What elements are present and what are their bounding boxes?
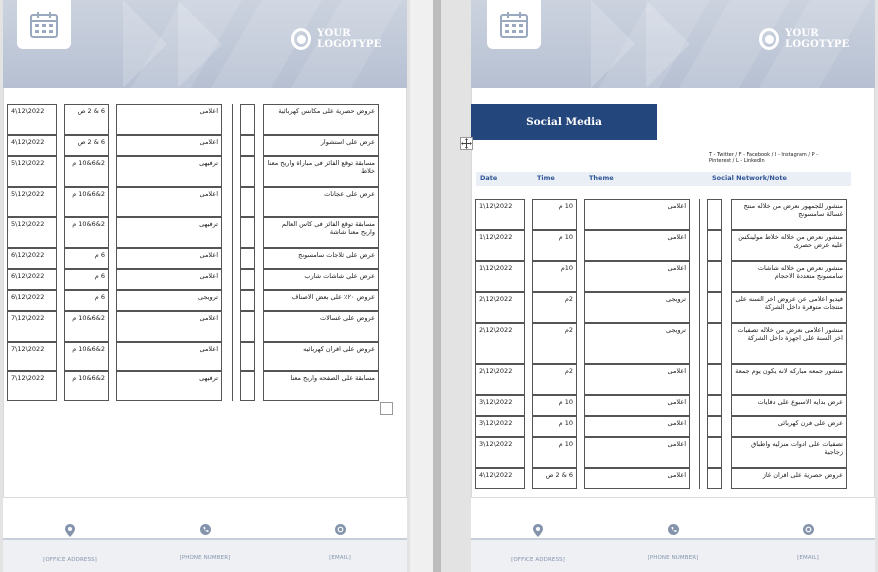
logotype	[759, 28, 875, 50]
cell-post[interactable]: عرض على فرن كهربائى	[731, 416, 847, 437]
cell-time[interactable]: 2م	[532, 292, 577, 323]
column-separator	[699, 199, 700, 489]
cell-time[interactable]: 6 م	[64, 269, 109, 290]
cell-post[interactable]: عروض حصرية على افران غاز	[731, 468, 847, 489]
cell-time[interactable]: 6 & 2 ص	[64, 104, 109, 135]
calendar-logo	[487, 0, 541, 49]
cell-date[interactable]: 4\12\2022	[475, 468, 525, 489]
cell-time[interactable]: 2م	[532, 323, 577, 364]
cell-theme[interactable]: ترويجى	[584, 323, 690, 364]
cell-time[interactable]: 6 & 2 ص	[64, 135, 109, 156]
cell-post[interactable]: عروض على غسالات	[263, 311, 379, 342]
cell-network[interactable]	[240, 342, 255, 371]
cell-time[interactable]: 10 م	[532, 199, 577, 230]
cell-time[interactable]: 2م	[532, 364, 577, 395]
cell-network[interactable]	[240, 156, 255, 187]
cell-network[interactable]	[240, 217, 255, 248]
cell-theme[interactable]: اعلامى	[116, 104, 222, 135]
cell-date[interactable]: 2\12\2022	[475, 292, 525, 323]
header-time: Time	[537, 174, 555, 182]
cell-theme[interactable]: اعلامى	[584, 468, 690, 489]
cell-theme[interactable]: اعلامى	[584, 364, 690, 395]
cell-post[interactable]: عرض على شاشات شارب	[263, 269, 379, 290]
cell-date[interactable]: 4\12\2022	[7, 135, 57, 156]
cell-post[interactable]: منشور نعرض من خلاله شاشات سامسونج متعددة الاحجام	[731, 261, 847, 292]
cell-theme[interactable]: اعلامى	[116, 248, 222, 269]
cell-theme[interactable]: ترويجى	[584, 292, 690, 323]
cell-time[interactable]: 10 م	[532, 230, 577, 261]
cell-time[interactable]: 10 م	[532, 395, 577, 416]
cell-time[interactable]: 2&6&10 م	[64, 217, 109, 248]
logo-mark	[759, 28, 779, 50]
footer-email	[763, 524, 853, 563]
email-icon	[335, 524, 346, 535]
cell-time[interactable]: 2&6&10 م	[64, 156, 109, 187]
cell-date[interactable]: 3\12\2022	[475, 395, 525, 416]
calendar-icon	[499, 11, 529, 39]
column-headers	[476, 172, 851, 186]
cell-time[interactable]: 2&6&10 م	[64, 342, 109, 371]
office-address: [OFFICE ADDRESS]	[43, 557, 97, 563]
header-network: Social Network/Note	[712, 174, 787, 182]
cell-network[interactable]	[707, 292, 722, 323]
cell-network[interactable]	[707, 364, 722, 395]
cell-post[interactable]: عرض على عجانات	[263, 187, 379, 217]
cell-theme[interactable]: اعلامى	[116, 187, 222, 217]
header-date: Date	[480, 174, 498, 182]
cell-post[interactable]: عروض ٢٠٪ على بعض الاصناف	[263, 290, 379, 311]
cell-date[interactable]: 5\12\2022	[7, 217, 57, 248]
cell-theme[interactable]: اعلامى	[584, 437, 690, 468]
cell-network[interactable]	[707, 437, 722, 468]
cell-network[interactable]	[240, 104, 255, 135]
cell-post[interactable]: مسابقة على الصفحه واربح معنا	[263, 371, 379, 401]
cell-date[interactable]: 6\12\2022	[7, 290, 57, 311]
cell-date[interactable]: 3\12\2022	[475, 416, 525, 437]
cell-theme[interactable]: اعلامى	[584, 395, 690, 416]
cell-theme[interactable]: اعلامى	[584, 230, 690, 261]
cell-network[interactable]	[240, 311, 255, 342]
cell-theme[interactable]: اعلامى	[584, 199, 690, 230]
cell-post[interactable]: منشور نعرض من خلاله خلاط مولينكس عليه عرض حصرى	[731, 230, 847, 261]
footer-office	[25, 524, 115, 565]
cell-post[interactable]: مسابقة توقع الفائز فى كاس العالم واربح معنا شاشة	[263, 217, 379, 248]
page-splitter[interactable]	[433, 0, 441, 572]
cell-date[interactable]: 4\12\2022	[7, 104, 57, 135]
cell-post[interactable]: منشور للجمهور نعرض من خلاله منتج غسالة سامسونج	[731, 199, 847, 230]
phone-number: [PHONE NUMBER]	[647, 555, 699, 561]
cell-date[interactable]: 5\12\2022	[7, 156, 57, 187]
cell-post[interactable]: تصفيات على ادوات منزليه واطباق زجاجية	[731, 437, 847, 468]
location-pin-icon	[65, 524, 75, 537]
cell-post[interactable]: عرض بدايه الاسبوع على دفايات	[731, 395, 847, 416]
cell-network[interactable]	[240, 135, 255, 156]
email-icon	[803, 524, 814, 535]
cell-network[interactable]	[707, 199, 722, 230]
cell-network[interactable]	[240, 290, 255, 311]
page-left	[3, 0, 407, 572]
cell-time[interactable]: 6 م	[64, 248, 109, 269]
header-theme: Theme	[589, 174, 614, 182]
logo-mark	[291, 28, 311, 50]
page-header	[3, 0, 407, 88]
cell-network[interactable]	[240, 248, 255, 269]
cell-network[interactable]	[240, 269, 255, 290]
move-handle-icon[interactable]	[460, 137, 473, 150]
cell-time[interactable]: 10م	[532, 261, 577, 292]
cell-network[interactable]	[707, 230, 722, 261]
logotype	[291, 28, 407, 50]
cell-date[interactable]: 3\12\2022	[475, 437, 525, 468]
cell-post[interactable]: مسابقة توقع الفائز فى مباراة واربح معنا خلاط	[263, 156, 379, 187]
cell-post[interactable]: عرض على استشوار	[263, 135, 379, 156]
cell-network[interactable]	[707, 468, 722, 489]
page-right	[471, 0, 875, 572]
phone-number: [PHONE NUMBER]	[179, 555, 231, 561]
cell-theme[interactable]: اعلامى	[584, 261, 690, 292]
cell-theme[interactable]: اعلامى	[116, 269, 222, 290]
footer-office	[493, 524, 583, 565]
table-resize-handle[interactable]	[380, 402, 393, 415]
cell-post[interactable]: منشور جمعه مباركه لانه يكون يوم جمعة	[731, 364, 847, 395]
calendar-logo	[17, 0, 71, 49]
cell-date[interactable]: 2\12\2022	[475, 323, 525, 364]
page-gap	[410, 0, 433, 572]
email-address: [EMAIL]	[797, 555, 819, 561]
footer-phone	[628, 524, 718, 563]
footer-phone	[160, 524, 250, 563]
cell-post[interactable]: عروض حصرية على مكانس كهربائية	[263, 104, 379, 135]
cell-theme[interactable]: اعلامى	[116, 135, 222, 156]
cell-theme[interactable]: ترفيهى	[116, 371, 222, 401]
cell-date[interactable]: 1\12\2022	[475, 261, 525, 292]
cell-time[interactable]: 2&6&10 م	[64, 311, 109, 342]
cell-date[interactable]: 5\12\2022	[7, 187, 57, 217]
cell-date[interactable]: 7\12\2022	[7, 371, 57, 401]
cell-time[interactable]: 2&6&10 م	[64, 371, 109, 401]
cell-time[interactable]: 10 م	[532, 437, 577, 468]
cell-post[interactable]: منشور اعلامى نعرض من خلاله تصفيات اخر السنة على اجهزة داخل الشركة	[731, 323, 847, 364]
email-address: [EMAIL]	[329, 555, 351, 561]
cell-date[interactable]: 1\12\2022	[475, 199, 525, 230]
cell-date[interactable]: 7\12\2022	[7, 311, 57, 342]
cell-theme[interactable]: اعلامى	[116, 311, 222, 342]
cell-theme[interactable]: اعلامى	[584, 416, 690, 437]
location-pin-icon	[533, 524, 543, 537]
cell-time[interactable]: 2&6&10 م	[64, 187, 109, 217]
cell-post[interactable]: فيديو اعلامى عن عروض اخر السنه على منتجات متوفرة داخل الشركة	[731, 292, 847, 323]
cell-date[interactable]: 1\12\2022	[475, 230, 525, 261]
cell-theme[interactable]: ترفيهى	[116, 156, 222, 187]
phone-icon	[200, 524, 211, 535]
cell-time[interactable]: 10 م	[532, 416, 577, 437]
cell-date[interactable]: 2\12\2022	[475, 364, 525, 395]
network-legend: T - Twitter / F - Facebook / I - Instagram / P - Pinterest / L - LinkedIn	[709, 152, 819, 164]
cell-theme[interactable]: اعلامى	[116, 342, 222, 371]
column-separator	[232, 104, 233, 401]
social-media-banner: Social Media	[471, 104, 657, 140]
logo-text: YOUR LOGOTYPE	[785, 28, 850, 50]
cell-network[interactable]	[707, 261, 722, 292]
office-address: [OFFICE ADDRESS]	[511, 557, 565, 563]
cell-network[interactable]	[707, 395, 722, 416]
cell-network[interactable]	[240, 187, 255, 217]
cell-post[interactable]: عرض على ثلاجات سامسونج	[263, 248, 379, 269]
cell-network[interactable]	[707, 416, 722, 437]
cell-time[interactable]: 6 م	[64, 290, 109, 311]
cell-network[interactable]	[240, 371, 255, 401]
footer-email	[295, 524, 385, 563]
cell-theme[interactable]: ترويجى	[116, 290, 222, 311]
cell-post[interactable]: عروض على افران كهربائيه	[263, 342, 379, 371]
phone-icon	[668, 524, 679, 535]
calendar-icon	[29, 11, 59, 39]
cell-date[interactable]: 6\12\2022	[7, 248, 57, 269]
cell-network[interactable]	[707, 323, 722, 364]
logo-text: YOUR LOGOTYPE	[317, 28, 382, 50]
cell-date[interactable]: 7\12\2022	[7, 342, 57, 371]
page-header	[471, 0, 875, 88]
cell-time[interactable]: 6 & 2 ص	[532, 468, 577, 489]
cell-theme[interactable]: ترفيهى	[116, 217, 222, 248]
cell-date[interactable]: 6\12\2022	[7, 269, 57, 290]
